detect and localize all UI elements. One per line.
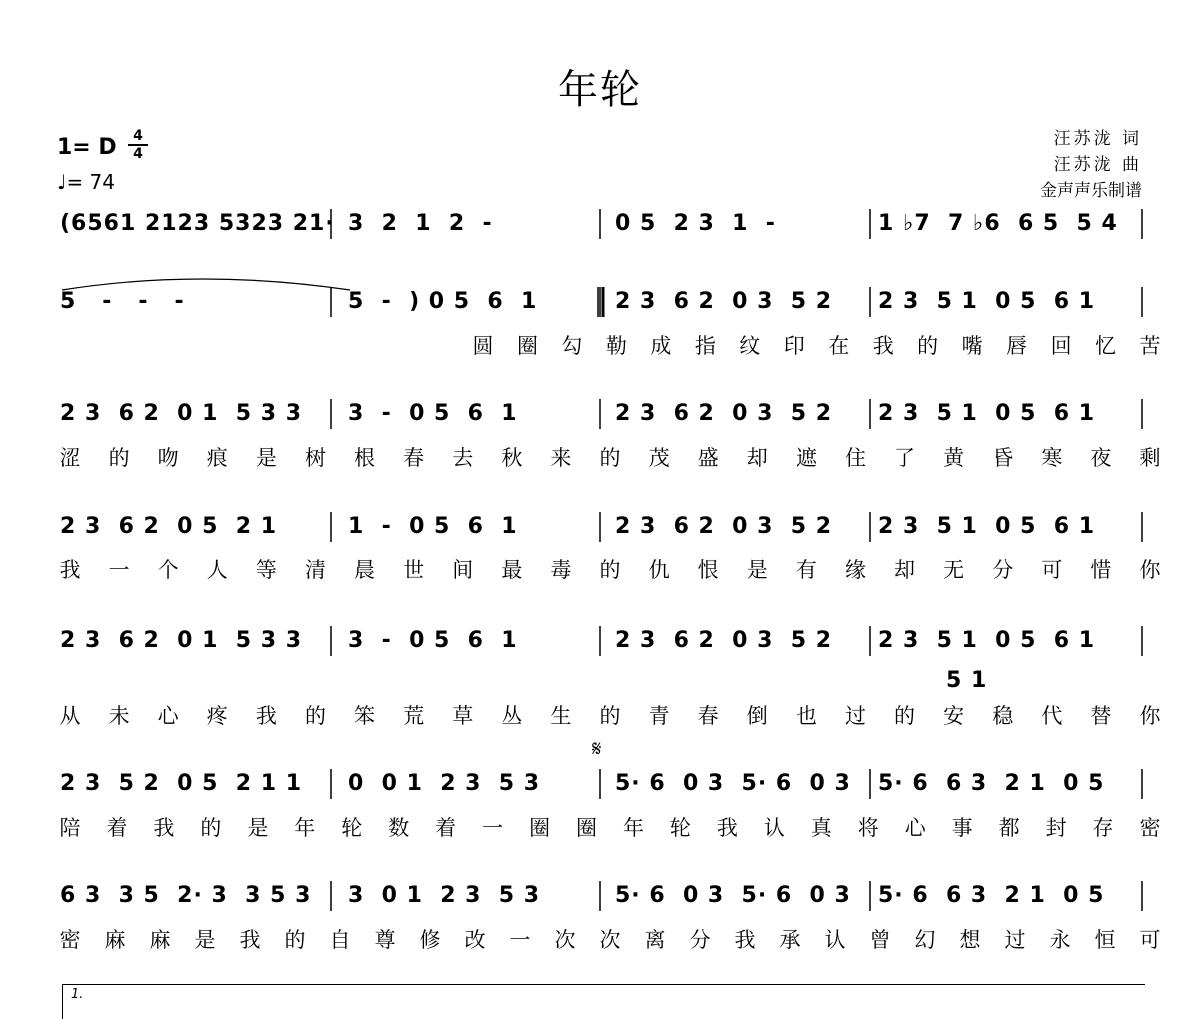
measure: 2 3 6 2 0 1 5 3 3 [60, 401, 303, 426]
lyric-char: 草 [452, 704, 474, 728]
lyric-char: 你 [1139, 704, 1161, 728]
lyric-char: 却 [894, 558, 916, 582]
lyric-char: 秋 [501, 446, 523, 470]
lyric-char: 黄 [943, 446, 965, 470]
lyric-char: 笨 [354, 704, 376, 728]
lyricist-credit: 汪苏泷 词 [1053, 129, 1142, 149]
lyric-char: 人 [206, 558, 228, 582]
measure: 2 3 6 2 0 3 5 2 [615, 289, 833, 314]
lyric-char: 过 [844, 704, 866, 728]
lyric-char: 是 [194, 928, 216, 952]
lyric-char: 封 [1045, 816, 1067, 840]
lyric-char: 剩 [1139, 446, 1161, 470]
lyric-char: 寒 [1041, 446, 1063, 470]
lyric-char: 忆 [1095, 334, 1117, 358]
lyric-char: 在 [828, 334, 850, 358]
measure: 3 0 1 2 3 5 3 [348, 883, 541, 908]
lyric-char: 勒 [605, 334, 627, 358]
lyric-char: 数 [388, 816, 410, 840]
lyric-char: 的 [599, 446, 621, 470]
measure: 2 3 5 1 0 5 6 1 [878, 628, 1096, 653]
measure: 0 5 2 3 1 - [615, 211, 776, 236]
lyric-char: 遮 [795, 446, 817, 470]
lyric-char: 密 [59, 928, 81, 952]
lyric-char: 一 [108, 558, 130, 582]
lyric-char: 无 [943, 558, 965, 582]
measure: (6561 2123 5323 21· [60, 211, 335, 236]
score-title: 年轮 [558, 67, 642, 113]
lyric-char: 住 [844, 446, 866, 470]
lyric-char: 晨 [354, 558, 376, 582]
lyric-char: 替 [1090, 704, 1112, 728]
measure: 2 3 5 2 0 5 2 1 1 [60, 771, 303, 796]
lyric-char: 的 [917, 334, 939, 358]
lyric-char: 存 [1092, 816, 1114, 840]
lyric-char: 成 [650, 334, 672, 358]
lyric-char: 昏 [992, 446, 1014, 470]
lyric-char: 心 [904, 816, 926, 840]
lyric-char: 想 [959, 928, 981, 952]
lyric-char: 圈 [516, 334, 538, 358]
lyric-char: 却 [746, 446, 768, 470]
lyric-char: 幻 [914, 928, 936, 952]
lyric-char: 根 [354, 446, 376, 470]
lyric-char: 次 [599, 928, 621, 952]
tempo-value: = 74 [66, 170, 116, 194]
lyric-char: 轮 [669, 816, 691, 840]
lyric-char: 痕 [206, 446, 228, 470]
lyric-char: 夜 [1090, 446, 1112, 470]
lyric-char: 可 [1041, 558, 1063, 582]
lyric-char: 圈 [529, 816, 551, 840]
lyric-char: 指 [694, 334, 716, 358]
measure: 2 3 6 2 0 3 5 2 [615, 401, 833, 426]
lyric-char: 的 [304, 704, 326, 728]
lyric-char: 麻 [104, 928, 126, 952]
measure: 2 3 6 2 0 3 5 2 [615, 628, 833, 653]
lyric-char: 吻 [157, 446, 179, 470]
lyric-char: 尊 [374, 928, 396, 952]
alternate-notes: 5 1 [946, 668, 988, 693]
measure: 1 ♭7 7 ♭6 6 5 5 4 [878, 211, 1118, 236]
lyric-char: 我 [153, 816, 175, 840]
lyric-char: 春 [697, 704, 719, 728]
lyric-char: 麻 [149, 928, 171, 952]
lyric-char: 清 [304, 558, 326, 582]
lyric-char: 是 [247, 816, 269, 840]
measure: 5· 6 0 3 5· 6 0 3 [615, 771, 851, 796]
time-signature-bottom: 4 [133, 146, 143, 162]
lyric-char: 年 [294, 816, 316, 840]
measure: 5 - ) 0 5 6 1 [348, 289, 538, 314]
lyric-char: 心 [157, 704, 179, 728]
lyric-char: 我 [59, 558, 81, 582]
lyric-char: 着 [435, 816, 457, 840]
lyric-char: 春 [403, 446, 425, 470]
measure: 2 3 6 2 0 5 2 1 [60, 514, 278, 539]
lyric-char: 茂 [648, 446, 670, 470]
lyric-char: 次 [554, 928, 576, 952]
lyric-char: 永 [1049, 928, 1071, 952]
lyric-char: 改 [464, 928, 486, 952]
measure: 1 - 0 5 6 1 [348, 514, 518, 539]
lyric-char: 的 [599, 558, 621, 582]
lyric-char: 盛 [697, 446, 719, 470]
lyric-char: 可 [1139, 928, 1161, 952]
lyric-char: 认 [763, 816, 785, 840]
lyric-char: 涩 [59, 446, 81, 470]
time-signature-top: 4 [133, 128, 143, 144]
measure: 2 3 6 2 0 3 5 2 [615, 514, 833, 539]
segno-icon: 𝄋 [592, 737, 602, 762]
volta-label: 1. [71, 987, 84, 1002]
lyric-char: 过 [1004, 928, 1026, 952]
lyric-char: 仇 [648, 558, 670, 582]
lyric-char: 我 [716, 816, 738, 840]
lyric-char: 稳 [992, 704, 1014, 728]
lyric-char: 勾 [561, 334, 583, 358]
lyric-char: 纹 [739, 334, 761, 358]
lyric-char: 苦 [1139, 334, 1161, 358]
measure: 6 3 3 5 2· 3 3 5 3 [60, 883, 312, 908]
lyric-char: 恨 [697, 558, 719, 582]
measure: 5· 6 6 3 2 1 0 5 [878, 771, 1105, 796]
lyric-char: 来 [550, 446, 572, 470]
lyric-char: 毒 [550, 558, 572, 582]
measure: 2 3 5 1 0 5 6 1 [878, 514, 1096, 539]
lyric-char: 我 [255, 704, 277, 728]
lyric-char: 真 [810, 816, 832, 840]
measure: 5 - - - [60, 289, 185, 314]
measure: 0 0 1 2 3 5 3 [348, 771, 541, 796]
lyric-char: 等 [255, 558, 277, 582]
lyric-char: 的 [894, 704, 916, 728]
slur [62, 279, 350, 290]
lyric-char: 认 [824, 928, 846, 952]
lyric-char: 我 [734, 928, 756, 952]
lyric-char: 回 [1050, 334, 1072, 358]
composer-credit: 汪苏泷 曲 [1053, 155, 1142, 175]
lyric-char: 丛 [501, 704, 523, 728]
lyric-char: 有 [795, 558, 817, 582]
lyric-char: 是 [746, 558, 768, 582]
lyric-char: 安 [943, 704, 965, 728]
lyric-char: 恒 [1094, 928, 1116, 952]
lyric-char: 承 [779, 928, 801, 952]
lyric-char: 的 [599, 704, 621, 728]
lyric-char: 个 [157, 558, 179, 582]
lyric-char: 是 [255, 446, 277, 470]
lyric-char: 圆 [472, 334, 494, 358]
lyric-char: 去 [452, 446, 474, 470]
measure: 3 - 0 5 6 1 [348, 401, 518, 426]
measure: 3 2 1 2 - [348, 211, 493, 236]
lyric-char: 曾 [869, 928, 891, 952]
lyric-char: 陪 [59, 816, 81, 840]
lyric-char: 分 [689, 928, 711, 952]
lyric-char: 修 [419, 928, 441, 952]
lyric-char: 年 [622, 816, 644, 840]
lyric-char: 疼 [206, 704, 228, 728]
lyric-char: 间 [452, 558, 474, 582]
lyric-char: 的 [284, 928, 306, 952]
lyric-char: 荒 [403, 704, 425, 728]
lyric-char: 青 [648, 704, 670, 728]
lyric-char: 惜 [1090, 558, 1112, 582]
lyric-char: 未 [108, 704, 130, 728]
lyric-char: 我 [872, 334, 894, 358]
measure: 2 3 5 1 0 5 6 1 [878, 289, 1096, 314]
lyric-char: 生 [550, 704, 572, 728]
lyric-char: 唇 [1006, 334, 1028, 358]
lyric-char: 嘴 [961, 334, 983, 358]
lyric-char: 离 [644, 928, 666, 952]
measure: 2 3 6 2 0 1 5 3 3 [60, 628, 303, 653]
lyric-char: 也 [795, 704, 817, 728]
quarter-note-icon: ♩ [57, 170, 67, 194]
measure: 5· 6 6 3 2 1 0 5 [878, 883, 1105, 908]
lyric-char: 最 [501, 558, 523, 582]
lyric-char: 印 [783, 334, 805, 358]
lyric-char: 缘 [844, 558, 866, 582]
lyric-char: 着 [106, 816, 128, 840]
lyric-char: 密 [1139, 816, 1161, 840]
measure: 5· 6 0 3 5· 6 0 3 [615, 883, 851, 908]
lyric-char: 从 [59, 704, 81, 728]
lyric-char: 自 [329, 928, 351, 952]
lyric-char: 的 [108, 446, 130, 470]
measure: 2 3 5 1 0 5 6 1 [878, 401, 1096, 426]
lyric-char: 了 [894, 446, 916, 470]
lyric-char: 一 [509, 928, 531, 952]
lyric-char: 一 [482, 816, 504, 840]
lyric-char: 代 [1041, 704, 1063, 728]
lyric-char: 你 [1139, 558, 1161, 582]
lyric-char: 事 [951, 816, 973, 840]
lyric-char: 将 [857, 816, 879, 840]
lyric-char: 我 [239, 928, 261, 952]
lyric-char: 树 [304, 446, 326, 470]
lyric-char: 世 [403, 558, 425, 582]
lyric-char: 圈 [576, 816, 598, 840]
lyric-char: 都 [998, 816, 1020, 840]
lyric-char: 轮 [341, 816, 363, 840]
engraver-credit: 金声声乐制谱 [1040, 181, 1142, 201]
lyric-char: 倒 [746, 704, 768, 728]
lyric-char: 的 [200, 816, 222, 840]
lyric-char: 分 [992, 558, 1014, 582]
key-signature: 1= D [57, 135, 117, 160]
measure: 3 - 0 5 6 1 [348, 628, 518, 653]
